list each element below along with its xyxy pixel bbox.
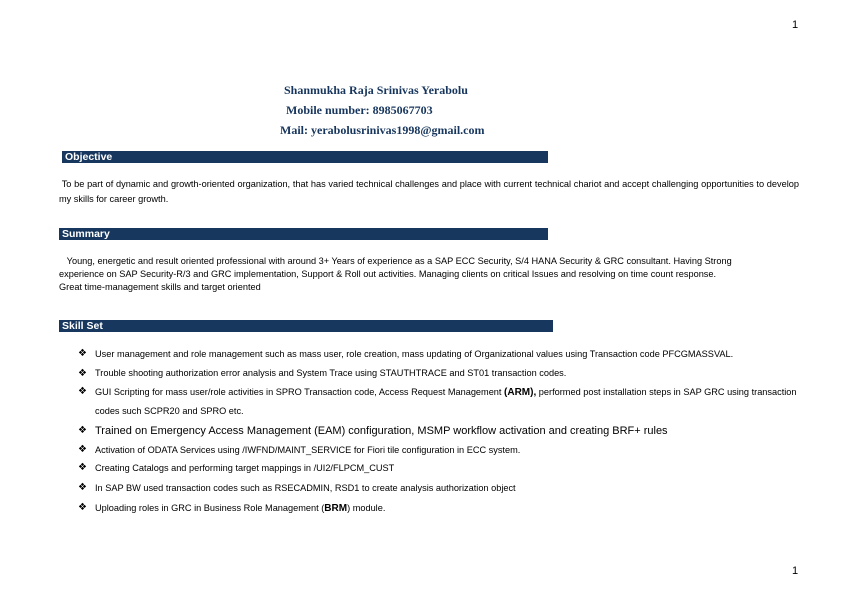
summary-heading: Summary [59, 228, 548, 240]
objective-text [59, 177, 799, 207]
summary-text [59, 255, 819, 294]
summary-line-1 [59, 255, 819, 268]
skill-item-5-text: Activation of ODATA Services using /IWFND/MAINT_SERVICE for Fiori tile configuration in ECC system. [95, 445, 521, 455]
page-number-bottom: 1 [792, 565, 799, 577]
email-address: Mail: yerabolusrinivas1998@gmail.com [280, 123, 485, 137]
skill-item-8-text-b: ) module. [347, 503, 386, 513]
skill-item-6-text: Creating Catalogs and performing target mappings in /UI2/FLPCM_CUST [95, 463, 395, 473]
skill-item-6 [78, 459, 798, 477]
diamond-bullet-icon: ❖ [78, 425, 87, 436]
objective-text-content: To be part of dynamic and growth-oriented organization, that has varied technical challenges and place with current technical chariot and accept challenging opportunities to develop my skills for career growth. [59, 179, 799, 204]
diamond-bullet-icon: ❖ [78, 444, 87, 455]
skill-item-3 [78, 383, 798, 420]
diamond-bullet-icon: ❖ [78, 462, 87, 473]
skill-item-3-text-a: GUI Scripting for mass user/role activities in SPRO Transaction code, Access Request Management [95, 387, 505, 397]
diamond-bullet-icon: ❖ [78, 482, 87, 493]
skill-item-2-text: Trouble shooting authorization error analysis and System Trace using STAUTHTRACE and ST01 transaction codes. [95, 368, 567, 378]
skill-item-8 [78, 499, 798, 518]
skill-item-7-text: In SAP BW used transaction codes such as RSECADMIN, RSD1 to create analysis authorization object [95, 483, 516, 493]
summary-line-3: Great time-management skills and target oriented [59, 282, 261, 292]
candidate-name: Shanmukha Raja Srinivas Yerabolu [284, 83, 468, 97]
skills-list [78, 346, 798, 518]
mobile-number: Mobile number: 8985067703 [286, 103, 433, 117]
skill-item-1 [78, 346, 798, 362]
skill-item-4-text: Trained on Emergency Access Management (EAM) configuration, MSMP workflow activation and creating BRF+ rules [95, 425, 668, 437]
diamond-bullet-icon: ❖ [78, 368, 87, 379]
diamond-bullet-icon: ❖ [78, 386, 87, 397]
skill-item-8-bold: BRM [324, 503, 348, 514]
skill-item-4 [78, 422, 798, 440]
skill-item-8-text-a: Uploading roles in GRC in Business Role Management ( [95, 503, 325, 513]
skill-item-2 [78, 367, 798, 380]
diamond-bullet-icon: ❖ [78, 502, 87, 513]
skill-item-7 [78, 479, 798, 497]
objective-heading: Objective [62, 151, 548, 163]
skill-item-3-bold: (ARM), [504, 387, 537, 398]
diamond-bullet-icon: ❖ [78, 348, 87, 359]
summary-line-1-text: Young, energetic and result oriented professional with around 3+ Years of experience as a SAP ECC Security, S/4 HANA Security & GRC consultant. Having Strong [66, 256, 732, 266]
skill-item-5 [78, 441, 798, 459]
summary-line-2: experience on SAP Security-R/3 and GRC implementation, Support & Roll out activities. Managing clients on critical Issues and resolving on time count response. [59, 269, 717, 279]
page-number-top: 1 [792, 19, 799, 31]
skill-item-3-text-b: performed post installation steps in SAP GRC using transaction codes such SCPR20 and SPRO etc. [95, 387, 797, 416]
skill-item-1-text: User management and role management such as mass user, role creation, mass updating of Organizational values using Transaction code PFCGMASSVAL. [95, 349, 734, 359]
skillset-heading: Skill Set [59, 320, 553, 332]
